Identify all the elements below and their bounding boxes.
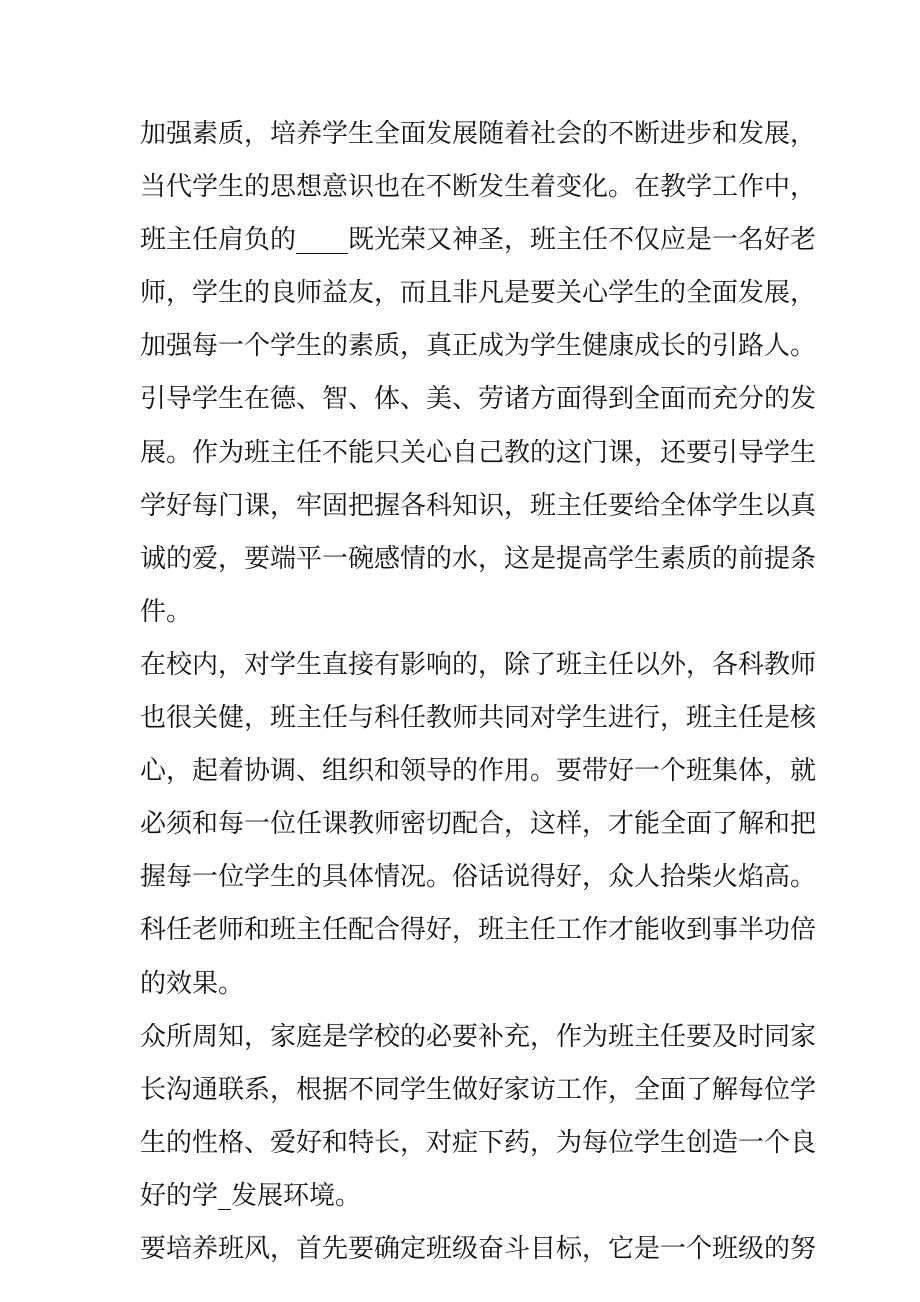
text-line: 心，起着协调、组织和领导的作用。要带好一个班集体，就 [140, 756, 817, 787]
text-line: 加强素质，培养学生全面发展随着社会的不断进步和发展， [140, 119, 817, 149]
text-line: 握每一位学生的具体情况。俗话说得好，众人拾柴火焰高。 [140, 862, 817, 893]
text-line: 也很关健，班主任与科任教师共同对学生进行，班主任是核 [140, 703, 817, 734]
text-line: 众所周知，家庭是学校的必要补充，作为班主任要及时同家 [140, 1021, 817, 1052]
text-line: 当代学生的思想意识也在不断发生着变化。在教学工作中， [140, 172, 817, 203]
text-line: 要培养班风，首先要确定班级奋斗目标，它是一个班级的努 [140, 1233, 817, 1264]
text-line: 必须和每一位任课教师密切配合，这样，才能全面了解和把 [140, 809, 817, 840]
text-line: 长沟通联系，根据不同学生做好家访工作，全面了解每位学 [140, 1074, 817, 1105]
text-line: 班主任肩负的____既光荣又神圣，班主任不仅应是一名好老 [140, 225, 817, 256]
text-line: 师，学生的良师益友，而且非凡是要关心学生的全面发展， [140, 278, 817, 309]
text-line: 件。 [140, 596, 193, 627]
body-text [140, 108, 817, 1276]
text-line: 展。作为班主任不能只关心自己教的这门课，还要引导学生 [140, 437, 817, 468]
text-line: 好的学_发展环境。 [140, 1180, 362, 1211]
text-line: 诚的爱，要端平一碗感情的水，这是提高学生素质的前提条 [140, 543, 817, 574]
text-line: 科任老师和班主任配合得好，班主任工作才能收到事半功倍 [140, 915, 817, 946]
text-line: 的效果。 [140, 968, 245, 999]
text-line: 在校内，对学生直接有影响的，除了班主任以外，各科教师 [140, 649, 817, 680]
text-line: 引导学生在德、智、体、美、劳诸方面得到全面而充分的发 [140, 384, 817, 415]
text-line: 生的性格、爱好和特长，对症下药，为每位学生创造一个良 [140, 1127, 817, 1158]
text-line: 加强每一个学生的素质，真正成为学生健康成长的引路人。 [140, 331, 817, 362]
text-line: 学好每门课，牢固把握各科知识，班主任要给全体学生以真 [140, 490, 817, 521]
